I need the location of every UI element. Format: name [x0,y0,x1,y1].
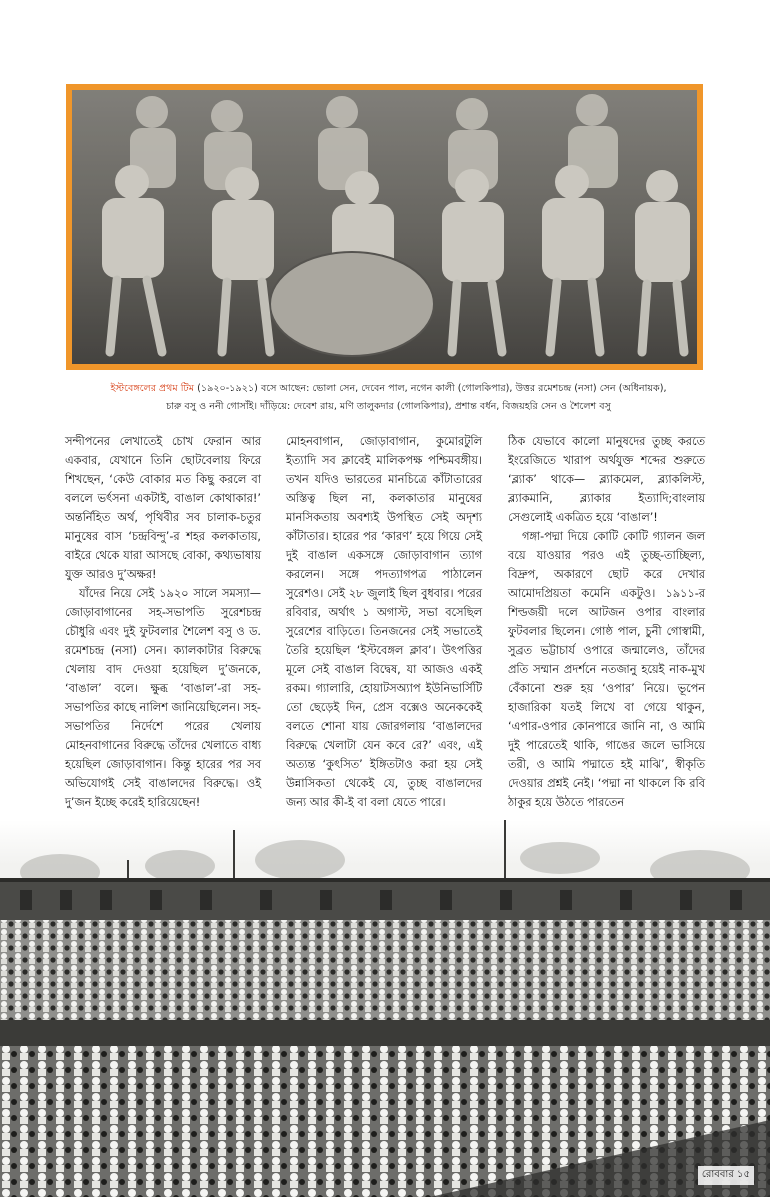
page-number: রোববার ১৫ [698,1166,754,1185]
caption-line-2: চারু বসু ও ননী গোসাঁই। দাঁড়িয়ে: দেবেশ রায়, মণি তালুকদার (গোলকিপার), প্রশান্ত বর্ধন, বিজয়হরি সেন ও শৈলেশ বসু [166,401,611,412]
article-column-1 [65,432,261,812]
caption-highlight: ইস্টবেঙ্গলের প্রথম টিম [110,383,195,394]
paragraph: গঙ্গা-পদ্মা দিয়ে কোটি কোটি গ্যালন জল বয়ে যাওয়ার পরও এই তুচ্ছ-তাচ্ছিল্য, বিদ্রুপ, অকারণে ছোট করে দেখার আমোদপ্রিয়তা কমেনি একটুও। ১৯১১-র শিল্ডজয়ী দলে আটজন ওপার বাংলার ফুটবলার ছিলেন। গোষ্ঠ পাল, চুনী গোস্বামী, সুব্রত ভট্টাচার্য ওপারে জন্মালেও, তাঁদের প্রতি সম্মান প্রদর্শনে নতজানু হয়েই নাক-মুখ বেঁকানো শুরু হয় ‘ওপার’ নিয়ে। ভূপেন হাজারিকা যতই লিখে বা গেয়ে থাকুন, ‘এপার-ওপার কোনপারে জানি না, ও আমি দুই পারেতেই থাকি, গাঙের জলে ভাসিয়ে তরী, ও আমি পদ্মাতে হই মাঝি’, স্বীকৃতি দেওয়ার প্রশ্নই নেই। ‘পদ্মা না থাকলে কি রবি ঠাকুর হয়ে উঠতে পারতেন [508,530,705,809]
caption-line-1: (১৯২০-১৯২১) বসে আছেন: ভোলা সেন, দেবেন পাল, নগেন কালী (গোলকিপার), উত্তর রমেশচন্দ্র (নসা) সেন (অধিনায়ক), [194,383,667,394]
crowded-train-photo [0,820,770,1197]
article-column-3 [508,432,705,812]
team-photo-image [72,90,697,364]
paragraph: ঠিক যেভাবে কালো মানুষদের তুচ্ছ করতে ইংরেজিতে খারাপ অর্থযুক্ত শব্দের শুরুতে ‘ব্ল্যাক’ থাকে— ব্ল্যাকমেল, ব্ল্যাকলিস্ট, ব্ল্যাকমানি, ব্ল্যাকার ইত্যাদি;বাংলায় সেগুলোই একত্রিত হয়ে ‘বাঙাল’! [508,435,705,524]
paragraph: যাঁদের নিয়ে সেই ১৯২০ সালে সমস্যা— জোড়াবাগানের সহ-সভাপতি সুরেশচন্দ্র চৌধুরি এবং দুই ফুটবলার শৈলেশ বসু ও ড. রমেশচন্দ্র (নসা) সেন। ক্যালকাটার বিরুদ্ধে খেলায় বাদ দেওয়া হয়েছিল দু’জনকে, ‘বাঙাল’ বলে। ক্ষুব্ধ ‘বাঙাল’-রা সহ-সভাপতির কাছে নালিশ জানিয়েছিলেন। সহ-সভাপতির নির্দেশে পরের খেলায় মোহনবাগানের বিরুদ্ধে তাঁদের খেলাতে বাধ্য হয়েছিল জোড়াবাগান। কিন্তু হারের পর সব অভিযোগই সেই বাঙালদের বিরুদ্ধে। ওই দু’জন ইচ্ছে করেই হারিয়েছেন! [65,587,261,809]
paragraph: মোহনবাগান, জোড়াবাগান, কুমোরটুলি ইত্যাদি সব ক্লাবেই মালিকপক্ষ পশ্চিমবঙ্গীয়। তখন যদিও ভারতের মানচিত্রে কাঁটাতারের অস্তিত্ব ছিল না, কলকাতার মানুষের মানসিকতায় অবশ্যই উপস্থিত সেই অদৃশ্য কাঁটাতার। হারের পর ‘কারণ’ হয়ে গিয়ে সেই দুই বাঙাল একসঙ্গে জোড়াবাগান ত্যাগ করলেন। সঙ্গে পদত্যাগপত্র পাঠালেন সুরেশও। সেই ২৮ জুলাই ছিল বুধবার। পরের রবিবার, অর্থাৎ ১ অগাস্ট, সভা বসেছিল সুরেশের বাড়িতে। তিনজনের সেই সভাতেই তৈরি হয়েছিল ‘ইস্টবেঙ্গল ক্লাব’। উৎপত্তির মূলে সেই বাঙাল বিদ্বেষ, যা আজও একই রকম। গ্যালারি, হোয়াটসঅ্যাপ ইউনিভার্সিটি তো ছেড়েই দিন, প্রেস বক্সেও অনেককেই বলতে শোনা যায় জোরগলায় ‘বাঙালদের বিরুদ্ধে খেলাটা যেন কবে রে?’ এবং, এই অত্যন্ত ‘কুৎসিত’ ইঙ্গিতটাও করা হয় সেই উন্নাসিকতা থেকেই যে, তুচ্ছ বাঙালদের জন্য আর কী-ই বা বলা যেতে পারে। [286,435,482,809]
team-photo [66,84,703,370]
crowded-train-image [0,820,770,1197]
photo-caption [76,380,701,416]
paragraph: সন্দীপনের লেখাতেই চোখ ফেরান আর একবার, যেখানে তিনি ছোটবেলায় ফিরে শিখছেন, ‘কেউ বোকার মত কিছু করলে বা বললে ভর্ৎসনা একটাই, বাঙাল কোথাকার!’ অন্তর্নিহিত অর্থ, পৃথিবীর সব চালাক-চতুর মানুষের বাস ‘চন্দ্রবিন্দু’-র শহর কলকাতায়, বাইরে থেকে যারা আসছে বোকা, কথ্যভাষায় যুক্ত আরও দু’অক্ষর! [65,435,261,581]
article-column-2 [286,432,482,812]
